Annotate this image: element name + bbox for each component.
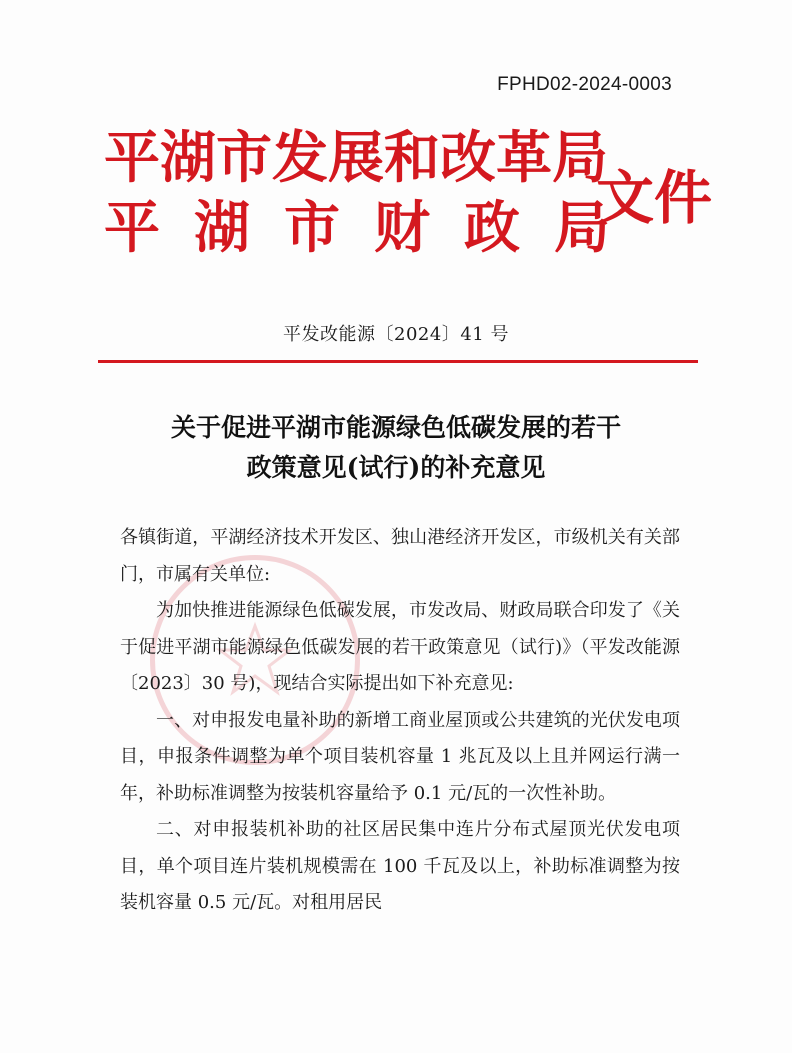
addressee: 各镇街道，平湖经济技术开发区、独山港经济开发区，市级机关有关部门，市属有关单位: xyxy=(120,527,680,585)
red-divider xyxy=(98,360,698,363)
issuer-suffix: 文件 xyxy=(596,164,713,232)
document-code: FPHD02-2024-0003 xyxy=(497,74,672,95)
issuer-line-2: 平湖市财政局 xyxy=(104,195,644,261)
document-number: 平发改能源〔2024〕41 号 xyxy=(283,324,509,345)
issuer-line-1: 平湖市发展和改革局 xyxy=(104,125,608,191)
paragraph-item-2: 二、对申报装机补助的社区居民集中连片分布式屋顶光伏发电项目，单个项目连片装机规模需在 100 千瓦及以上，补助标准调整为按装机容量 0.5 元/瓦。对租用居民 xyxy=(120,819,680,913)
document-title xyxy=(0,408,792,488)
title-line-1: 关于促进平湖市能源绿色低碳发展的若干 xyxy=(170,413,621,442)
title-line-2: 政策意见(试行)的补充意见 xyxy=(246,453,546,482)
paragraph-intro: 为加快推进能源绿色低碳发展，市发改局、财政局联合印发了《关于促进平湖市能源绿色低碳发展的若干政策意见（试行)》（平发改能源〔2023〕30 号)，现结合实际提出如下补充意见: xyxy=(120,600,680,694)
paragraph-item-1: 一、对申报发电量补助的新增工商业屋顶或公共建筑的光伏发电项目，申报条件调整为单个项目装机容量 1 兆瓦及以上且并网运行满一年，补助标准调整为按装机容量给予 0.1 元/瓦的一次性补助。 xyxy=(120,709,680,804)
issuer-header xyxy=(104,125,713,276)
document-body xyxy=(120,520,680,922)
